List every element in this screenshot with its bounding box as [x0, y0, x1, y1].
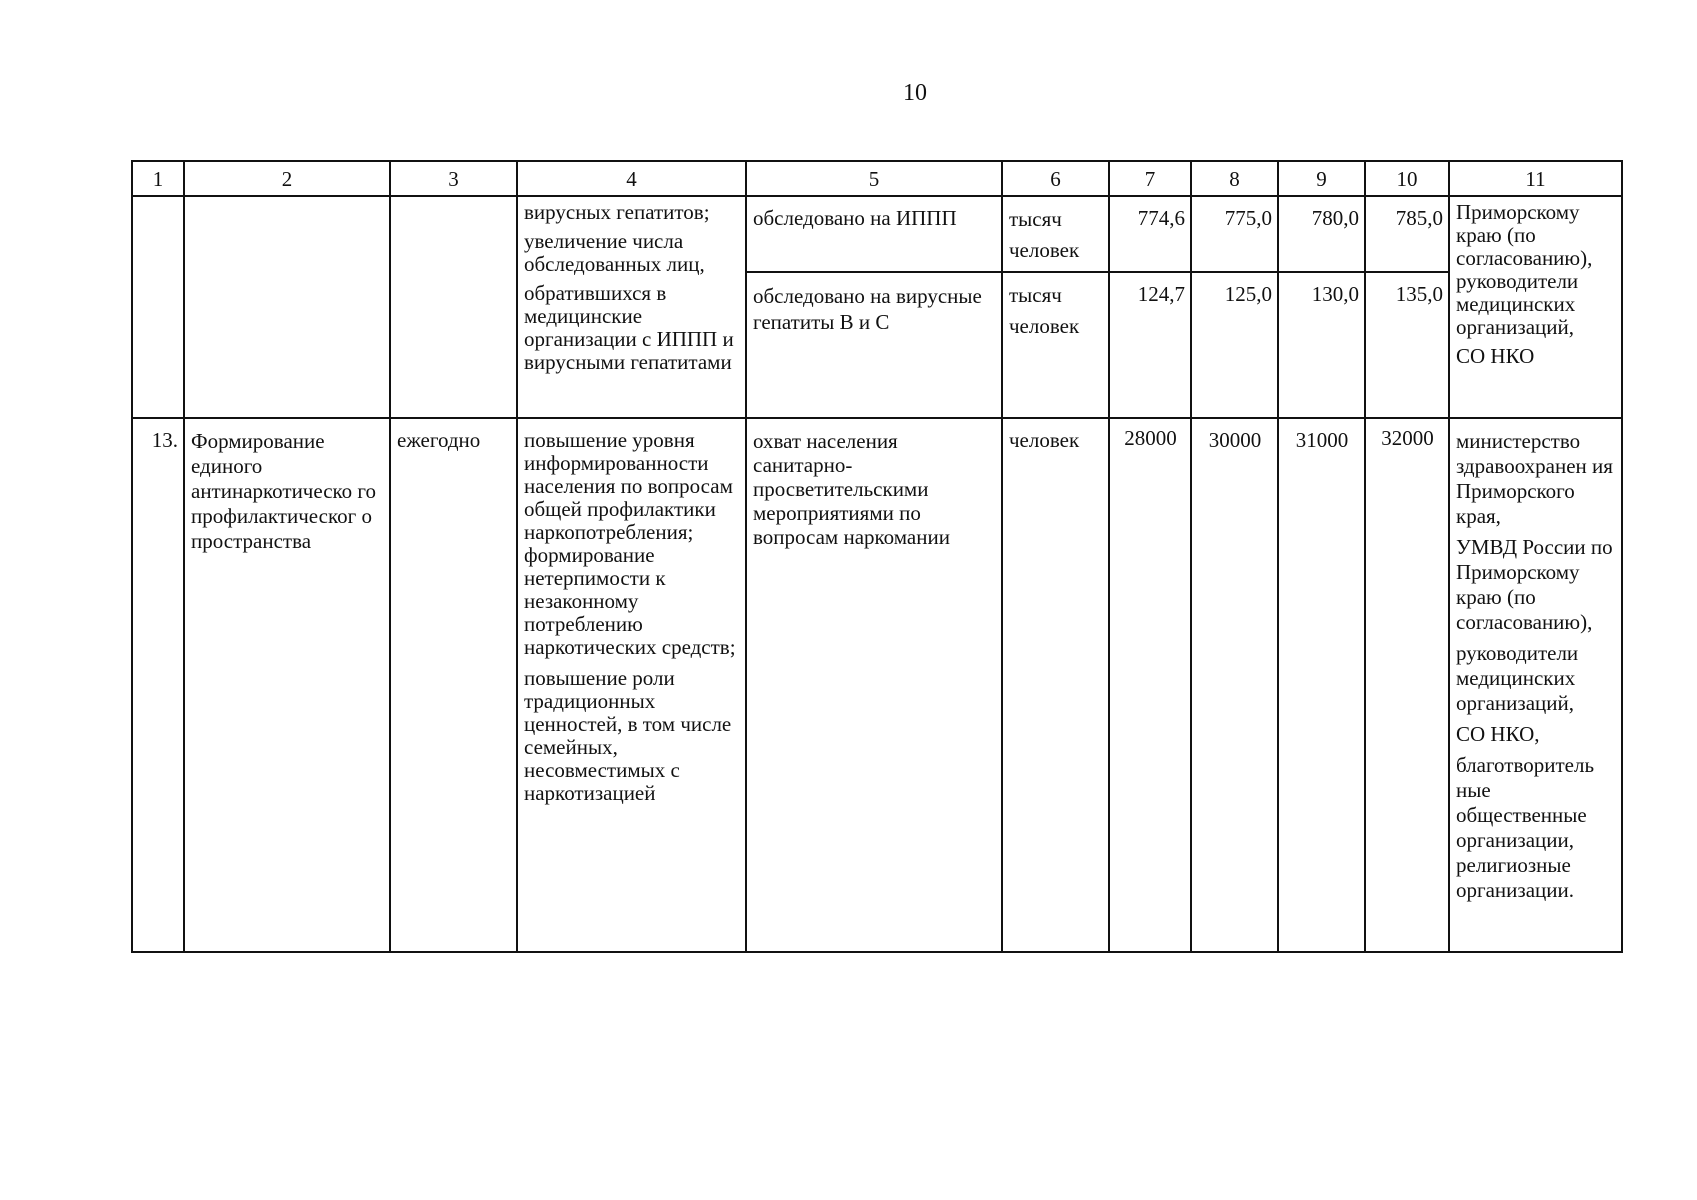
table-row-13: [132, 418, 1622, 952]
cell-name: Формирование единого антинаркотическо го профилактическог о пространства: [184, 418, 390, 952]
responsible-line: СО НКО: [1456, 344, 1535, 368]
value-col10: 32000: [1365, 418, 1449, 952]
responsible-line: УМВД России по Приморскому краю (по согласованию),: [1456, 535, 1613, 634]
cell-period: [390, 196, 517, 418]
header-cell-4: 4: [517, 161, 746, 196]
unit-line: тысяч: [1009, 207, 1062, 231]
header-cell-11: 11: [1449, 161, 1622, 196]
header-cell-3: 3: [390, 161, 517, 196]
header-cell-9: 9: [1278, 161, 1365, 196]
value-col9: 130,0: [1278, 272, 1365, 418]
indicator-unit: [1002, 272, 1109, 418]
responsible-line: министерство здравоохранен ия Приморского края,: [1456, 429, 1613, 528]
program-table: [131, 160, 1623, 953]
cell-number: [132, 196, 184, 418]
value-col9: 31000: [1278, 418, 1365, 952]
result-line: обратившихся в медицинские организации с ИППП и вирусными гепатитами: [524, 281, 734, 374]
header-cell-5: 5: [746, 161, 1002, 196]
value-col8: 30000: [1191, 418, 1278, 952]
header-cell-1: 1: [132, 161, 184, 196]
value-col10: 785,0: [1365, 196, 1449, 272]
header-cell-6: 6: [1002, 161, 1109, 196]
result-line: увеличение числа обследованных лиц,: [524, 229, 705, 276]
cell-responsible: [1449, 196, 1622, 418]
value-col10: 135,0: [1365, 272, 1449, 418]
cell-results: [517, 196, 746, 418]
header-cell-8: 8: [1191, 161, 1278, 196]
result-line: повышение уровня информированности населения по вопросам общей профилактики наркопотребления; формирование нетерпимости к незаконному потреблению наркотических средств;: [524, 428, 736, 659]
table-row-continued-a: [132, 196, 1622, 272]
value-col8: 775,0: [1191, 196, 1278, 272]
responsible-line: Приморскому краю (по согласованию),: [1456, 200, 1593, 270]
result-line: вирусных гепатитов;: [524, 200, 710, 224]
cell-period: ежегодно: [390, 418, 517, 952]
unit-line: человек: [1009, 238, 1080, 262]
unit-line: тысяч: [1009, 283, 1062, 307]
indicator-name: обследовано на вирусные гепатиты В и С: [746, 272, 1002, 418]
unit-line: человек: [1009, 314, 1080, 338]
responsible-line: благотворитель ные общественные организации, религиозные организации.: [1456, 753, 1595, 902]
indicator-name: охват населения санитарно-просветительскими мероприятиями по вопросам наркомании: [746, 418, 1002, 952]
header-cell-10: 10: [1365, 161, 1449, 196]
indicator-unit: [1002, 196, 1109, 272]
value-col7: 774,6: [1109, 196, 1191, 272]
cell-number: 13.: [132, 418, 184, 952]
header-row: [132, 161, 1622, 196]
value-col7: 28000: [1109, 418, 1191, 952]
cell-results: [517, 418, 746, 952]
header-cell-7: 7: [1109, 161, 1191, 196]
responsible-line: руководители медицинских организаций,: [1456, 641, 1579, 715]
indicator-unit: человек: [1002, 418, 1109, 952]
header-cell-2: 2: [184, 161, 390, 196]
value-col8: 125,0: [1191, 272, 1278, 418]
page-number: 10: [903, 80, 927, 106]
value-col7: 124,7: [1109, 272, 1191, 418]
cell-responsible: [1449, 418, 1622, 952]
responsible-line: руководители медицинских организаций,: [1456, 269, 1579, 339]
responsible-line: СО НКО,: [1456, 722, 1540, 746]
result-line: повышение роли традиционных ценностей, в том числе семейных, несовместимых с наркотизацией: [524, 666, 732, 805]
cell-name: [184, 196, 390, 418]
indicator-name: обследовано на ИППП: [746, 196, 1002, 272]
value-col9: 780,0: [1278, 196, 1365, 272]
